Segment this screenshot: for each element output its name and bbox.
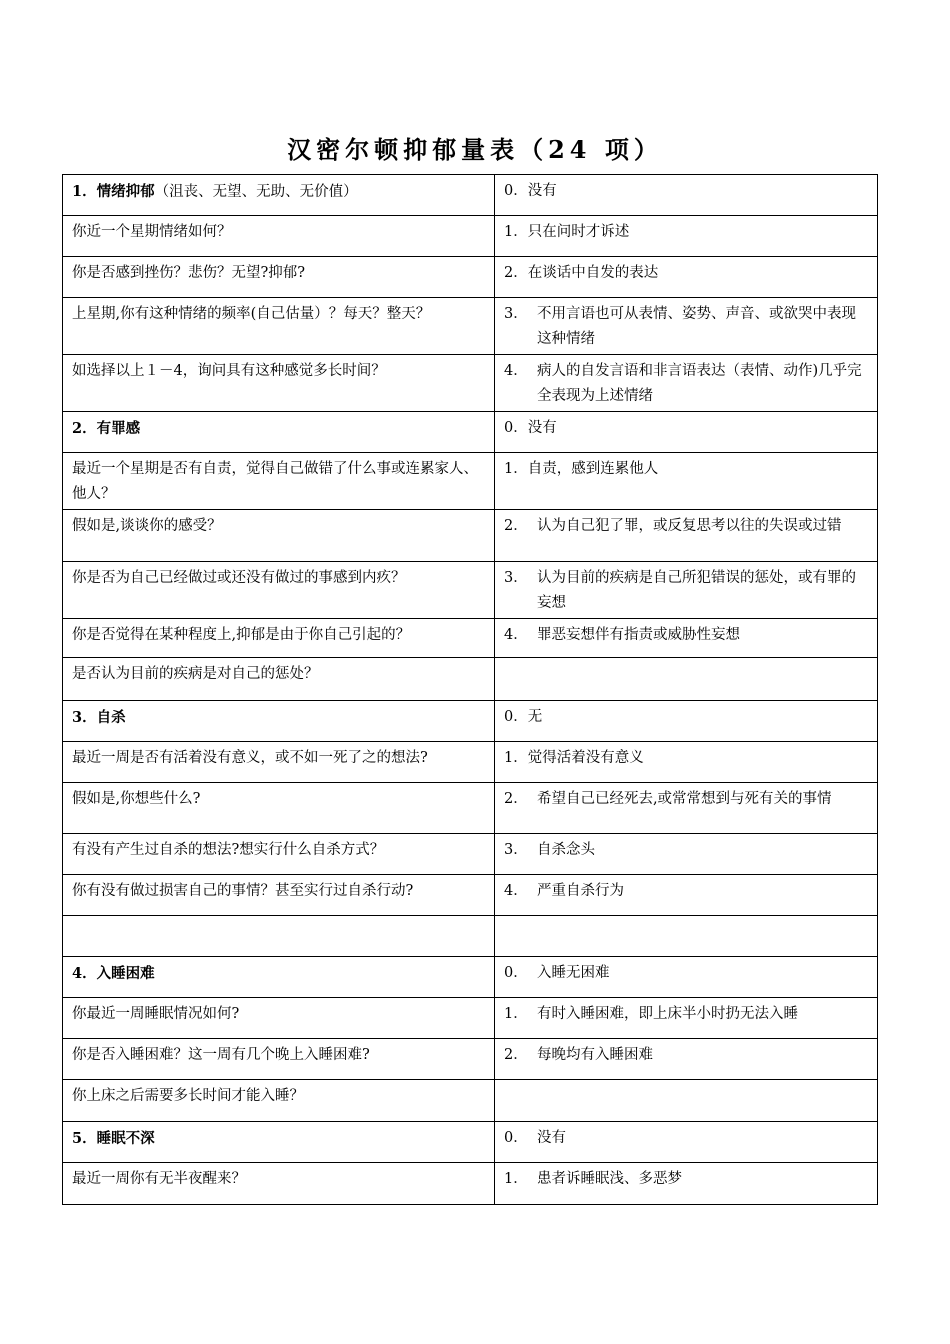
question-cell [63,1163,495,1205]
option-item [504,705,869,730]
table-row [63,834,878,875]
option-description: 在谈话中自发的表达 [527,265,659,281]
section-title-cell [63,1122,495,1163]
option-score: 2． [504,518,537,534]
option-score: 2． [504,791,537,807]
option-cell [495,957,878,998]
option-description: 病人的自发言语和非言语表达（表情、动作)几乎完全表现为上述情绪 [536,363,862,404]
table-row [63,875,878,916]
section-header-row [63,1122,878,1163]
question-cell [63,355,495,412]
question-cell [63,619,495,658]
question-cell [63,998,495,1039]
question-cell [63,1039,495,1080]
option-score: 1． [504,224,528,240]
option-item [504,787,869,812]
option-cell [495,1080,878,1122]
question-text: 你最近一周睡眠情况如何? [72,1006,240,1022]
question-cell [63,510,495,562]
question-text: 最近一个星期是否有自责，觉得自己做错了什么事或连累家人、他人？ [72,461,478,502]
question-cell [63,562,495,619]
option-description: 罪恶妄想伴有指责或威胁性妄想 [536,627,740,643]
section-header-row [63,957,878,998]
question-text: 你是否觉得在某种程度上,抑郁是由于你自己引起的？ [72,627,411,643]
option-cell [495,175,878,216]
option-cell [495,257,878,298]
section-title: 4．入睡困难 [72,965,155,982]
option-cell [495,216,878,257]
table-row [63,355,878,412]
question-text: 上星期,你有这种情绪的频率(自己估量）？每天？整天？ [72,306,431,322]
option-description: 觉得活着没有意义 [527,750,644,766]
option-cell [495,742,878,783]
option-cell [495,453,878,510]
option-cell [495,701,878,742]
question-cell [63,658,495,701]
option-cell [495,658,878,701]
section-title-cell [63,175,495,216]
option-item [504,1002,869,1027]
table-row [63,1163,878,1205]
question-cell [63,742,495,783]
option-cell [495,510,878,562]
option-item [504,416,869,441]
option-cell [495,1122,878,1163]
section-header-row [63,412,878,453]
question-text: 假如是,你想些什么? [72,791,201,807]
option-score: 4． [504,363,537,379]
option-score: 3． [504,306,537,322]
scale-table-body [63,175,878,1205]
question-text: 是否认为目前的疾病是对自己的惩处？ [72,666,319,682]
option-description: 没有 [536,1130,566,1146]
question-text: 你上床之后需要多长时间才能入睡？ [72,1088,304,1104]
option-description: 无 [527,709,543,725]
question-text: 假如是,谈谈你的感受？ [72,518,222,534]
option-score: 4． [504,883,537,899]
question-cell [63,298,495,355]
table-row [63,216,878,257]
option-score: 0． [504,965,537,981]
option-cell [495,619,878,658]
question-text: 你有没有做过损害自己的事情？甚至实行过自杀行动? [72,883,414,899]
option-description: 入睡无困难 [536,965,610,981]
table-row [63,658,878,701]
option-item [504,1167,869,1192]
question-text: 你是否为自己已经做过或还没有做过的事感到内疚？ [72,570,406,586]
option-cell [495,562,878,619]
option-cell [495,998,878,1039]
question-cell [63,834,495,875]
table-row [63,257,878,298]
option-item [504,879,869,904]
option-item [504,302,869,352]
option-item [504,961,869,986]
section-header-row [63,175,878,216]
table-row [63,562,878,619]
option-description: 没有 [527,183,557,199]
option-description: 只在问时才诉述 [527,224,630,240]
option-score: 3． [504,570,537,586]
option-cell [495,298,878,355]
option-cell [495,834,878,875]
table-row [63,1039,878,1080]
option-cell [495,1163,878,1205]
option-description: 没有 [527,420,557,436]
option-description: 自杀念头 [536,842,595,858]
option-score: 0． [504,1130,537,1146]
question-text: 最近一周你有无半夜醒来？ [72,1171,246,1187]
option-item [504,220,869,245]
option-description: 有时入睡困难，即上床半小时扔无法入睡 [536,1006,798,1022]
option-item [504,838,869,863]
question-cell [63,783,495,834]
option-cell [495,355,878,412]
option-item [504,623,869,648]
option-description: 自责，感到连累他人 [527,461,659,477]
table-row [63,619,878,658]
option-cell [495,1039,878,1080]
question-cell [63,916,495,957]
option-score: 0． [504,183,528,199]
option-score: 2． [504,1047,537,1063]
table-row [63,783,878,834]
option-description: 认为目前的疾病是自己所犯错误的惩处，或有罪的妄想 [536,570,856,611]
hamilton-depression-scale-table [62,174,878,1205]
option-cell [495,783,878,834]
question-cell [63,216,495,257]
option-description: 严重自杀行为 [536,883,624,899]
option-score: 1． [504,750,528,766]
option-score: 2． [504,265,528,281]
section-title-cell [63,957,495,998]
option-cell [495,916,878,957]
option-score: 1． [504,1171,537,1187]
option-score: 0． [504,420,528,436]
option-item [504,1126,869,1151]
option-description: 患者诉睡眠浅、多恶梦 [536,1171,682,1187]
option-description: 希望自己已经死去,或常常想到与死有关的事情 [536,791,832,807]
section-title: 3．自杀 [72,709,126,726]
option-item [504,1043,869,1068]
option-item [504,457,869,482]
section-title: 2．有罪感 [72,420,141,437]
question-cell [63,257,495,298]
table-row [63,453,878,510]
question-cell [63,453,495,510]
option-score: 3． [504,842,537,858]
section-subtitle: （沮丧、无望、无助、无价值） [154,184,358,200]
section-title: 5．睡眠不深 [72,1130,155,1147]
option-cell [495,875,878,916]
section-title-cell [63,701,495,742]
table-row [63,742,878,783]
document-title: 汉密尔顿抑郁量表（24 项） [287,135,663,164]
table-row [63,510,878,562]
question-cell [63,1080,495,1122]
table-row [63,916,878,957]
question-cell [63,875,495,916]
option-score: 1． [504,1006,537,1022]
option-item [504,359,869,409]
table-row [63,298,878,355]
option-item [504,514,869,539]
section-header-row [63,701,878,742]
table-row [63,998,878,1039]
question-text: 你近一个星期情绪如何？ [72,224,232,240]
option-item [504,746,869,771]
option-item [504,179,869,204]
option-description: 不用言语也可从表情、姿势、声音、或欲哭中表现这种情绪 [536,306,856,347]
question-text: 你是否感到挫伤？悲伤？无望?抑郁? [72,265,306,281]
option-description: 每晚均有入睡困难 [536,1047,653,1063]
question-text: 如选择以上１－4，询问具有这种感觉多长时间？ [72,363,386,379]
question-text: 你是否入睡困难？这一周有几个晚上入睡困难? [72,1047,370,1063]
option-score: 0． [504,709,528,725]
option-description: 认为自己犯了罪，或反复思考以往的失误或过错 [536,518,842,534]
option-cell [495,412,878,453]
section-title: 1．情绪抑郁 [72,183,155,200]
option-score: 4． [504,627,537,643]
table-row [63,1080,878,1122]
question-text: 最近一周是否有活着没有意义，或不如一死了之的想法? [72,750,428,766]
question-text: 有没有产生过自杀的想法?想实行什么自杀方式？ [72,842,385,858]
option-score: 1． [504,461,528,477]
option-item [504,566,869,616]
section-title-cell [63,412,495,453]
option-item [504,261,869,286]
